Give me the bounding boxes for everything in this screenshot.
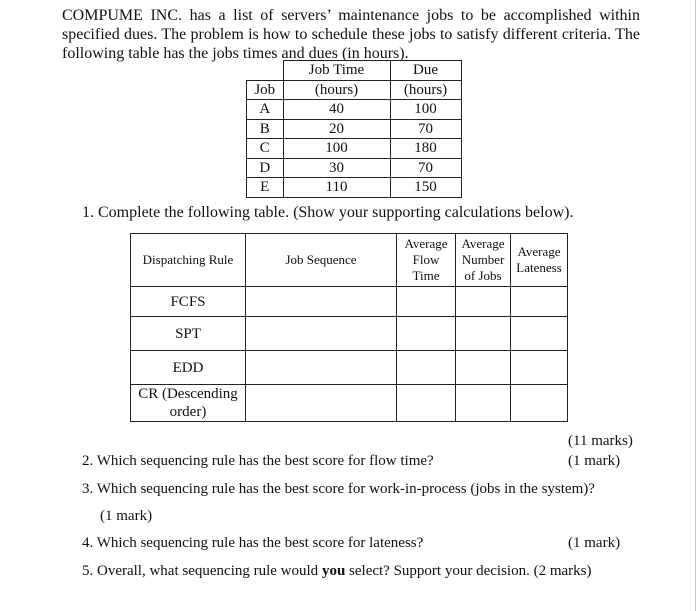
q2-marks: (1 mark) <box>568 453 621 469</box>
q1-marks: (11 marks) <box>568 433 633 449</box>
empty-cell[interactable] <box>397 317 456 351</box>
table-row <box>247 100 462 120</box>
jobs-header-job: Job <box>247 80 284 100</box>
header-average-lateness <box>511 234 568 287</box>
job-due: 180 <box>390 139 461 159</box>
table-row <box>247 119 462 139</box>
header-flow-line-3: Time <box>412 268 440 283</box>
job-time: 20 <box>283 119 390 139</box>
job-due: 100 <box>390 100 461 120</box>
jobs-header-time-unit: (hours) <box>283 80 390 100</box>
rule-spt: SPT <box>131 317 246 351</box>
page-edge-line <box>695 0 696 611</box>
table-row <box>131 351 568 385</box>
header-lateness-line-1: Average <box>517 244 561 259</box>
results-table <box>130 233 568 422</box>
header-job-sequence: Job Sequence <box>246 234 397 287</box>
rule-cr-line-1: CR (Descending <box>138 386 238 402</box>
jobs-table <box>246 60 462 198</box>
intro-paragraph: COMPUME INC. has a list of servers’ maintenance jobs to be accomplished within specified dues. The problem is how to schedule these jobs to satisfy different criteria. The following table has the jobs times and dues (in hours). <box>62 7 640 62</box>
table-row <box>131 287 568 317</box>
empty-cell[interactable] <box>397 385 456 422</box>
header-number-line-3: of Jobs <box>464 268 502 283</box>
job-time: 110 <box>283 178 390 198</box>
empty-cell[interactable] <box>246 317 397 351</box>
jobs-header-due-unit: (hours) <box>390 80 461 100</box>
rule-cr-line-2: order) <box>169 404 207 420</box>
jobs-header-row <box>247 61 462 81</box>
header-flow-line-2: Flow <box>412 252 440 267</box>
header-lateness-line-2: Lateness <box>516 260 562 275</box>
job-time: 100 <box>283 139 390 159</box>
q4-marks: (1 mark) <box>568 535 621 551</box>
results-header-row <box>131 234 568 287</box>
question-1: 1. Complete the following table. (Show your supporting calculations below). <box>82 204 574 221</box>
empty-cell[interactable] <box>456 317 511 351</box>
job-time: 30 <box>283 158 390 178</box>
jobs-header-due: Due <box>390 61 461 81</box>
rule-cr <box>131 385 246 422</box>
empty-cell[interactable] <box>511 287 568 317</box>
job-id: E <box>247 178 284 198</box>
empty-cell[interactable] <box>456 385 511 422</box>
empty-cell[interactable] <box>246 351 397 385</box>
header-dispatching-rule: Dispatching Rule <box>131 234 246 287</box>
question-5 <box>82 563 591 580</box>
empty-cell[interactable] <box>511 317 568 351</box>
job-id: D <box>247 158 284 178</box>
table-row <box>247 158 462 178</box>
question-5-start: 5. Overall, what sequencing rule would <box>82 563 322 579</box>
table-row <box>247 139 462 159</box>
question-5-end: select? Support your decision. (2 marks) <box>345 563 592 579</box>
job-id: A <box>247 100 284 120</box>
jobs-header-blank <box>247 61 284 81</box>
table-row <box>247 178 462 198</box>
question-3: 3. Which sequencing rule has the best score for work-in-process (jobs in the system)? <box>82 481 595 497</box>
empty-cell[interactable] <box>397 351 456 385</box>
empty-cell[interactable] <box>246 385 397 422</box>
rule-fcfs: FCFS <box>131 287 246 317</box>
header-average-number-jobs <box>456 234 511 287</box>
job-due: 150 <box>390 178 461 198</box>
job-due: 70 <box>390 158 461 178</box>
job-id: C <box>247 139 284 159</box>
table-row <box>131 317 568 351</box>
header-number-line-1: Average <box>461 236 505 251</box>
jobs-header-time: Job Time <box>283 61 390 81</box>
question-2: 2. Which sequencing rule has the best score for flow time? <box>82 453 434 469</box>
table-row <box>131 385 568 422</box>
empty-cell[interactable] <box>397 287 456 317</box>
header-flow-line-1: Average <box>404 236 448 251</box>
job-time: 40 <box>283 100 390 120</box>
empty-cell[interactable] <box>511 351 568 385</box>
question-4: 4. Which sequencing rule has the best score for lateness? <box>82 535 424 551</box>
empty-cell[interactable] <box>246 287 397 317</box>
jobs-header-row-2 <box>247 80 462 100</box>
header-number-line-2: Number <box>461 252 505 267</box>
q3-marks: (1 mark) <box>100 508 153 524</box>
empty-cell[interactable] <box>511 385 568 422</box>
rule-edd: EDD <box>131 351 246 385</box>
header-average-flow-time <box>397 234 456 287</box>
empty-cell[interactable] <box>456 351 511 385</box>
job-due: 70 <box>390 119 461 139</box>
job-id: B <box>247 119 284 139</box>
question-5-bold: you <box>321 563 346 579</box>
empty-cell[interactable] <box>456 287 511 317</box>
